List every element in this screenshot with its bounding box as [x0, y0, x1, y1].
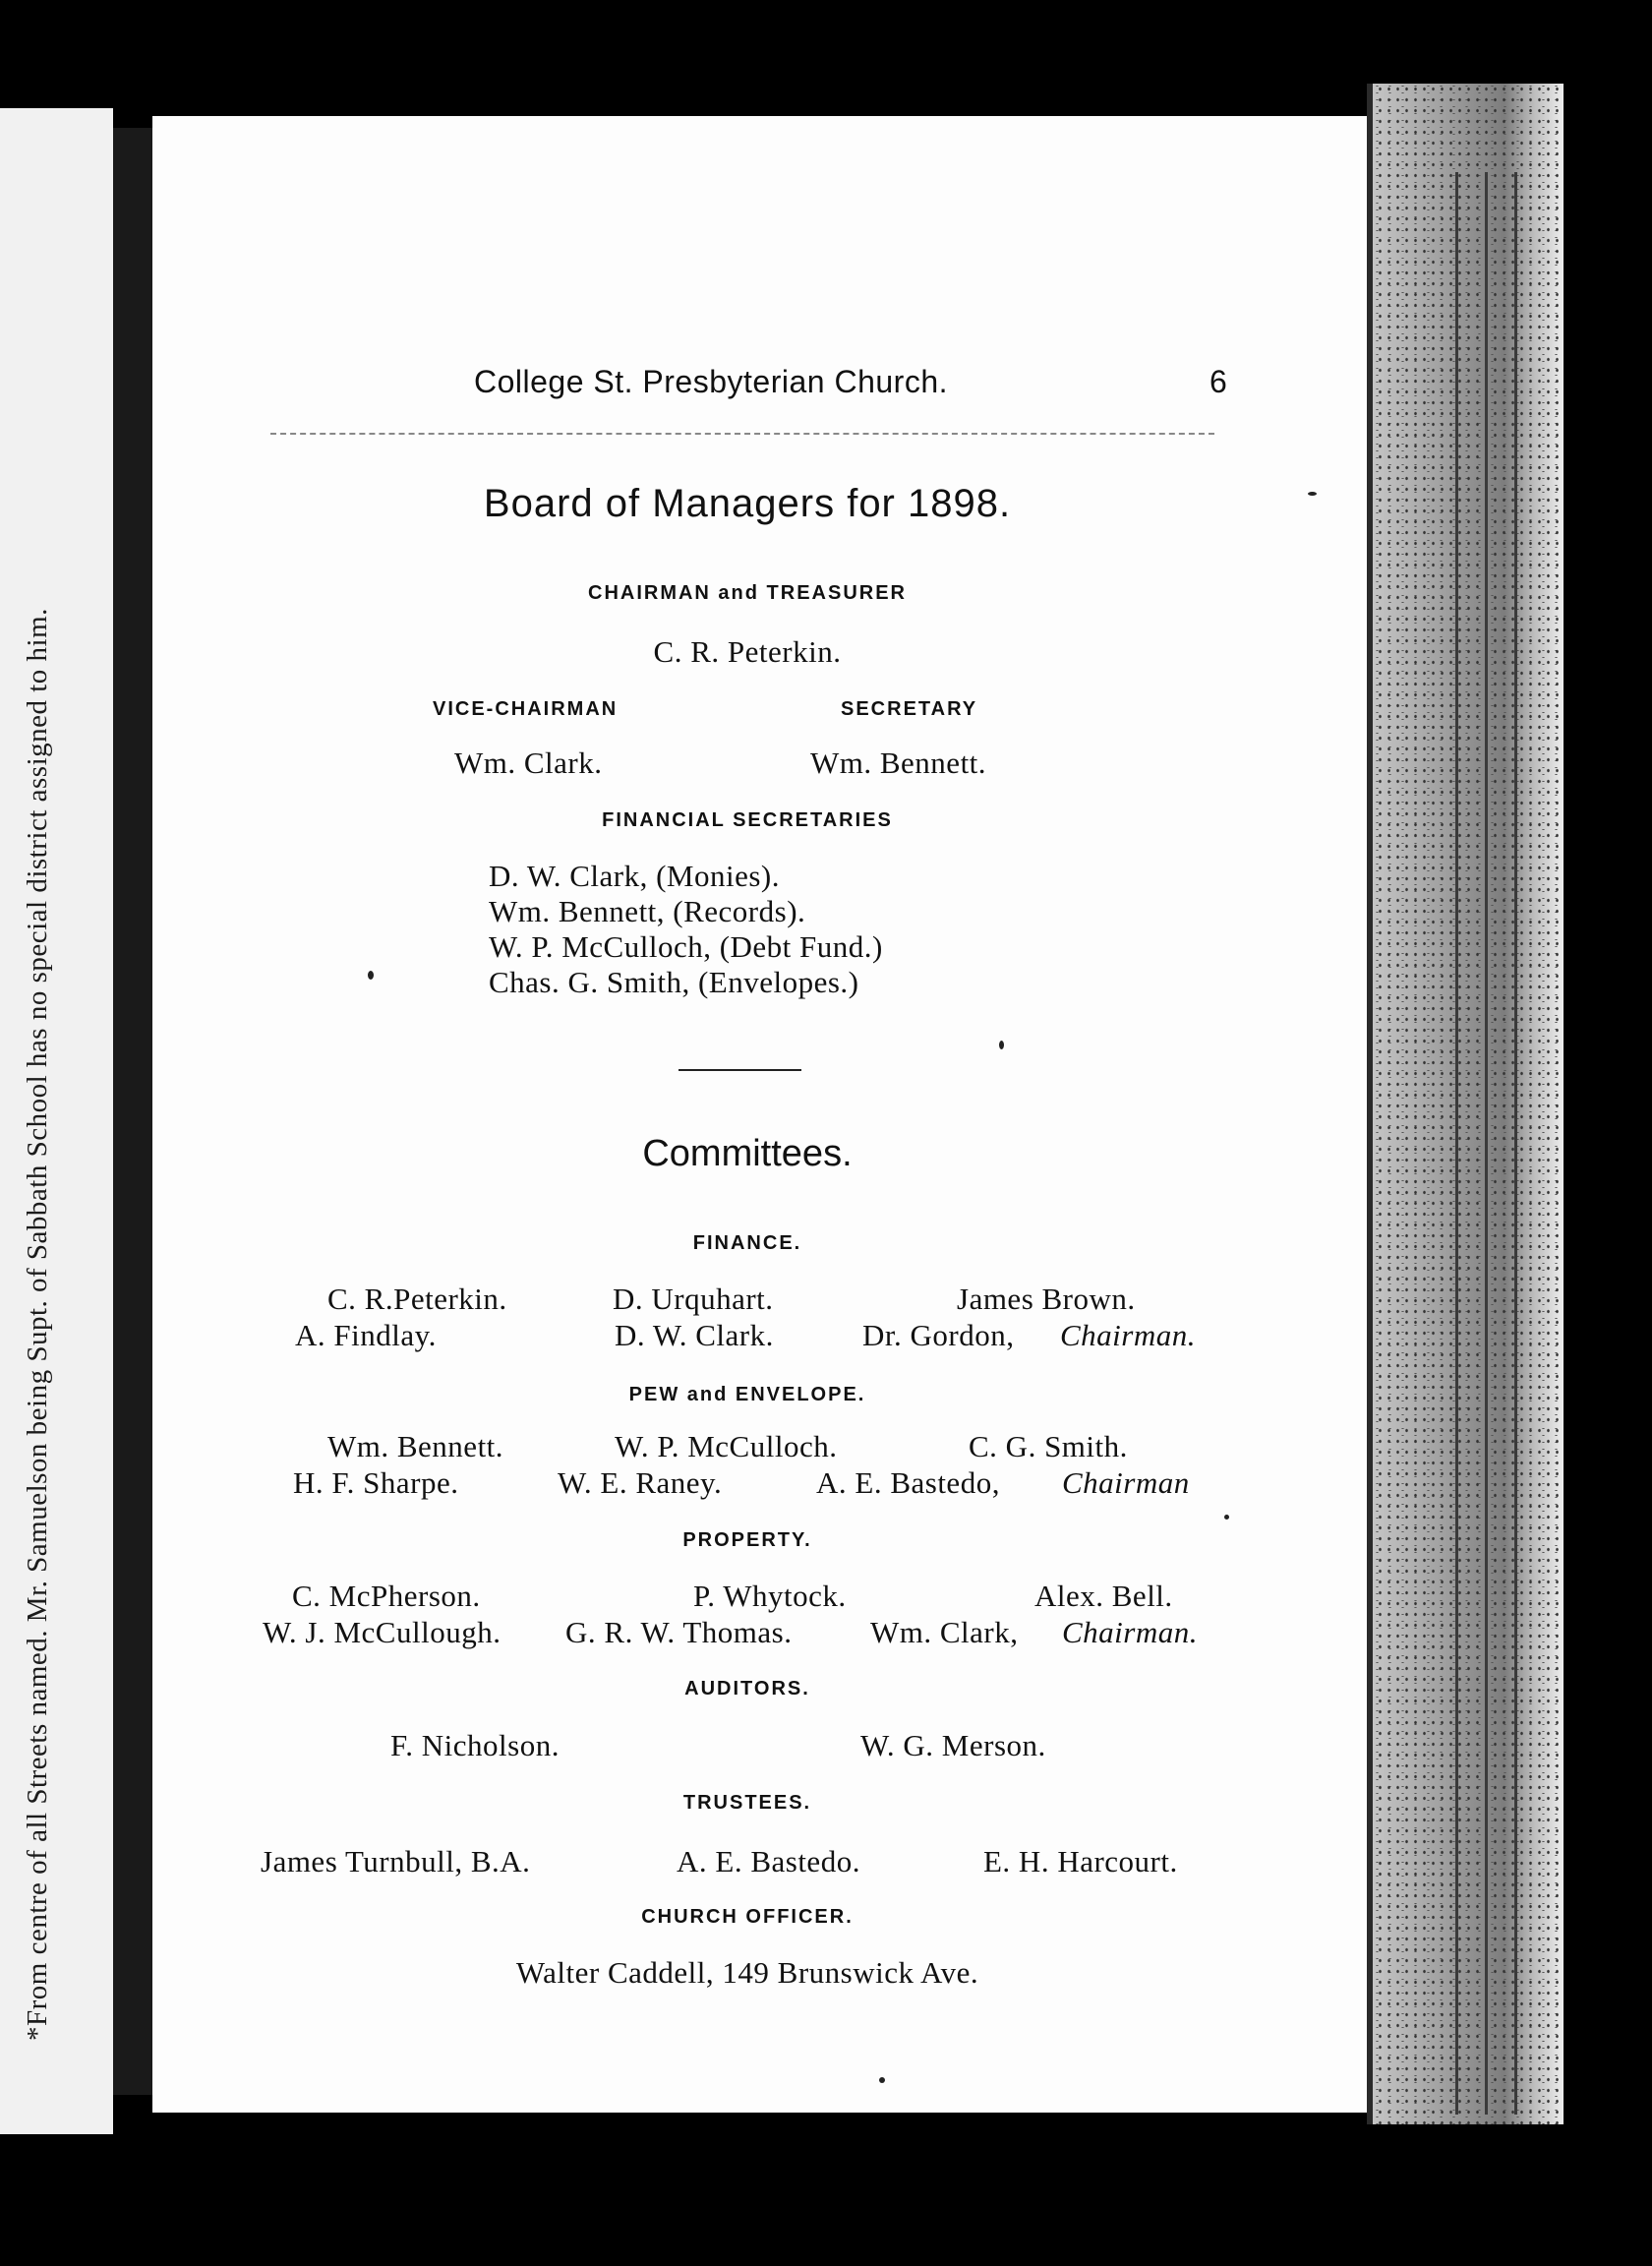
property-label: PROPERTY. — [682, 1529, 812, 1551]
chairman-name: C. R. Peterkin. — [653, 634, 842, 669]
finance-member: A. Findlay. — [295, 1318, 437, 1352]
page-edges — [1367, 84, 1564, 2124]
scan-speck — [999, 1041, 1004, 1049]
church-officer-label: CHURCH OFFICER. — [641, 1906, 854, 1928]
property-member: P. Whytock. — [693, 1579, 847, 1613]
finance-member: D. W. Clark. — [615, 1318, 774, 1352]
auditors-label: AUDITORS. — [684, 1678, 810, 1700]
chairman-label: CHAIRMAN and TREASURER — [588, 582, 907, 604]
auditor-name: W. G. Merson. — [860, 1728, 1046, 1762]
auditor-name: F. Nicholson. — [390, 1728, 560, 1762]
pew-member: A. E. Bastedo, — [816, 1465, 1000, 1500]
property-member: W. J. McCullough. — [263, 1615, 502, 1649]
header-rule — [270, 433, 1214, 435]
property-member: Wm. Clark, — [870, 1615, 1019, 1649]
running-head: College St. Presbyterian Church. — [474, 364, 948, 399]
financial-secretary-item: Chas. G. Smith, (Envelopes.) — [489, 965, 859, 999]
scan-speck — [1224, 1515, 1229, 1520]
page-number: 6 — [1210, 364, 1227, 399]
trustee-name: James Turnbull, B.A. — [261, 1844, 531, 1878]
scan-speck — [879, 2077, 885, 2083]
pew-member: W. E. Raney. — [558, 1465, 723, 1500]
church-officer-name: Walter Caddell, 149 Brunswick Ave. — [515, 1955, 979, 1990]
pew-member: W. P. McCulloch. — [615, 1429, 838, 1463]
secretary-label: SECRETARY — [841, 698, 978, 720]
trustee-name: A. E. Bastedo. — [677, 1844, 860, 1878]
board-title: Board of Managers for 1898. — [483, 482, 1012, 525]
financial-secretary-item: Wm. Bennett, (Records). — [489, 894, 806, 928]
pew-member: C. G. Smith. — [969, 1429, 1128, 1463]
committees-title: Committees. — [642, 1133, 853, 1174]
scan-speck — [368, 971, 374, 980]
finance-label: FINANCE. — [692, 1232, 802, 1254]
finance-member: D. Urquhart. — [613, 1282, 774, 1316]
pew-chairman-tag: Chairman — [1062, 1465, 1190, 1500]
pew-member: H. F. Sharpe. — [293, 1465, 459, 1500]
left-facing-page — [0, 108, 113, 2134]
financial-secretaries-label: FINANCIAL SECRETARIES — [602, 809, 893, 831]
property-member: G. R. W. Thomas. — [565, 1615, 793, 1649]
finance-member: C. R.Peterkin. — [327, 1282, 507, 1316]
secretary-name: Wm. Bennett. — [810, 745, 987, 780]
vice-chairman-name: Wm. Clark. — [454, 745, 603, 780]
finance-member: Dr. Gordon, — [862, 1318, 1015, 1352]
property-member: Alex. Bell. — [1034, 1579, 1173, 1613]
property-member: C. McPherson. — [292, 1579, 481, 1613]
vice-chairman-label: VICE-CHAIRMAN — [433, 698, 619, 720]
trustees-label: TRUSTEES. — [682, 1792, 812, 1814]
pew-envelope-label: PEW and ENVELOPE. — [628, 1384, 866, 1405]
trustee-name: E. H. Harcourt. — [983, 1844, 1178, 1878]
property-chairman-tag: Chairman. — [1062, 1615, 1198, 1649]
scan-speck — [1308, 492, 1317, 496]
financial-secretary-item: D. W. Clark, (Monies). — [489, 859, 781, 893]
side-note: *From centre of all Streets named. Mr. Samuelson being Supt. of Sabbath School has no special district assigned to him. — [22, 608, 53, 2041]
financial-secretary-item: W. P. McCulloch, (Debt Fund.) — [489, 929, 883, 964]
section-rule — [678, 1069, 801, 1071]
pew-member: Wm. Bennett. — [327, 1429, 504, 1463]
finance-member: James Brown. — [957, 1282, 1136, 1316]
finance-chairman-tag: Chairman. — [1060, 1318, 1196, 1352]
